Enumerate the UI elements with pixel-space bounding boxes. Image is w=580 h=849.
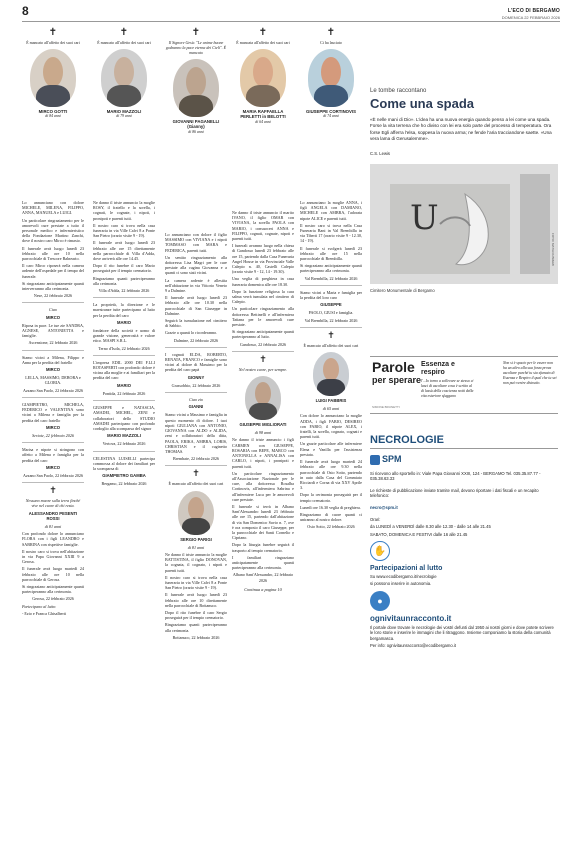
cross-icon: ✝ [48, 27, 58, 38]
paragraph: Il funerale avrà luogo lunedì 23 febbraio alle ore 10 nella parrocchiale di Trescore Balneario. [22, 245, 84, 262]
place-date: Azzano San Paolo, 22 febbraio 2026 [22, 472, 84, 478]
paragraph: Dopo la cerimonia proseguirà per il tempio crematorio. [300, 492, 362, 503]
notice-text: Siamo vicini a Milena, Filippo e Anna per la perdita del fratello [22, 354, 84, 365]
obituary-card-gotti [22, 28, 84, 119]
column-4 [232, 210, 294, 840]
notice-text: Marisa e nipote si stringono con affetto a Milena e famiglia per la perdita del caro [22, 447, 84, 463]
paragraph: Il nostro caro si trova nella casa funeraria in via Ville Calvi 8 a Ponte San Pietro (orario visite 9 - 19). [165, 574, 227, 591]
place-date: Ascensione, 22 febbraio 2026 [28, 340, 78, 346]
necrologie-box [370, 434, 558, 649]
notice-age: di 65 anni [322, 406, 340, 412]
paragraph: Dopo il rito funebre il caro Sergio proseguirà per il tempio crematorio. [165, 609, 227, 621]
cross-icon: ✝ [258, 27, 268, 38]
divider [93, 297, 155, 298]
paragraph: Un particolare ringraziamento per le amorevoli cure prestate a tutto il personale medico e infermieristico della Fondazione Martino Zanchi, dove il nostro caro Mirco è rimasto. [22, 217, 84, 244]
cross-icon: ✝ [192, 469, 200, 480]
place-date: Bergamo, 22 febbraio 2026 [101, 481, 147, 487]
paragraph: Lo annunciano con dolore MICHELE, MILENA, FILIPPO, ANNA, MANUELA e LUIGI. [22, 200, 84, 216]
column-3 [165, 232, 227, 840]
portrait-photo [101, 49, 147, 107]
portrait-photo [245, 376, 281, 420]
feature-title: Come una spada [370, 96, 475, 111]
notice-text: Riposa in pace. Le tue zie SANDRA, AGNESE, ANTONIETTA e famiglie. [22, 322, 84, 339]
paragraph: Il funerale si terrà in Albano Sant'Alessandro lunedì 23 febbraio alle ore 15, partendo dall'abitazione di via San Domenico Savio n. 7, ove è ora composto il caro Giuseppe, per la parrocchiale dei Santi Cornelio e Cipriano. [232, 503, 294, 541]
newspaper-name: L'ECO DI BERGAMO [507, 8, 560, 14]
paragraph: Con profondo dolore lo annunciano FLORA con i figli LEANDRO e SABRINA con rispettive famiglie. [22, 531, 84, 547]
place-date: Azzano San Paolo, 22 febbraio 2026 [22, 387, 84, 393]
notice-text: Siamo vicini a Massimo e famiglia in questo momento di dolore. I tuoi nipoti GIULIANA con ANTONIO, GIOVANNA con ALDO e ALIDA, zeni e collaboratori della ditta, PAOLA, ERIKA, AMBRA, LORIS, CHRISTIAN e il cuginetto THOMAS. [165, 412, 227, 454]
tombstone-photo [370, 164, 558, 284]
paragraph: Il nostro caro si trova nella Casa Funeraria Bani in Val Brembilla in via Tiberti 17 (orario visite 9 - 12.30, 14 - 19). [300, 222, 362, 244]
feature-quote: «È nelle mani di Dio». L'idea ha una nuova energia quando penso a lei come una spada. Forse la vita terrena che ho diviso con lei era solo parte del processo di temperatura. Ora forse Egli afferra l'elsa, soppesa la nuova arma; ne fende l'aria tracciandone saette. «Una vera lama di Gerusalemme». [370, 117, 552, 142]
card-intro: È mancato all'affetto dei suoi cari [97, 40, 151, 45]
svg-text:U: U [410, 197, 439, 238]
deceased-age: di 64 anni [255, 119, 271, 124]
notice-text: CELESTINA LUISELLI partecipa commossa al dolore dei familiari per la scomparsa di [93, 455, 155, 471]
place-date: Brembate, 22 febbraio 2026 [173, 456, 219, 462]
continue-note: Continua a pagina 10 [244, 586, 282, 592]
notice-age: di 81 anni [187, 544, 205, 550]
portal-title[interactable]: ognivitaunracconto.it [370, 613, 452, 623]
card-intro: È mancata all'affetto dei suoi cari [236, 40, 290, 45]
divider [22, 397, 84, 398]
paragraph: Grazie a quanti lo ricorderanno. [165, 330, 218, 336]
paragraph: Il funerale avrà luogo lunedì 23 febbraio alle ore 10 direttamente nella parrocchiale di Bottanuco. [165, 592, 227, 608]
portrait-photo [308, 49, 354, 107]
place-date: Val Brembilla, 22 febbraio 2026 [304, 275, 358, 281]
obituary-card-paganelli [165, 28, 227, 135]
portrait-photo [313, 352, 349, 396]
paragraph: I funerali avranno luogo nella chiesa di Gandosso lunedì 23 febbraio alle ore 15, partendo dalla Casa Funeraria Angel House in via Provinciale Valle Calepio n. 40, Castelli Calepio (orario visite 9 - 12, 14 - 19.30). [232, 243, 294, 275]
notice-intro: Partecipano al lutto: [22, 603, 57, 609]
notice-sign: LELLA, MASSIMO, DEBORA e GLORIA. [25, 375, 81, 386]
divider [300, 285, 362, 286]
divider [232, 351, 294, 352]
column-2 [93, 200, 155, 840]
paragraph: Il caro Mirco riposerà nella camera ardente dell'ospedale per il tempo del funerale. [22, 263, 84, 279]
obituary-card-mazzoli [93, 28, 155, 119]
divider [22, 302, 84, 303]
place-date: Gerosa, 22 febbraio 2026 [32, 596, 74, 602]
cross-icon: ✝ [259, 354, 267, 365]
notice-name: GIUSEPPE MIGLIORATI [239, 422, 287, 428]
divider [93, 451, 155, 452]
paragraph: Il funerale avrà luogo martedì 24 febbraio alle ore 10 nella parrocchiale di Gerosa. [22, 566, 84, 582]
deceased-name: GIUSEPPE CORTINOVIS [306, 109, 356, 114]
notice-text: La proprietà, la direzione e le maestranze tutte partecipano al lutto per la perdita del caro [93, 302, 155, 318]
deceased-name: MARIO MAZZOLI [106, 109, 142, 114]
notice-intro: È mancato all'affetto dei suoi cari [303, 342, 359, 348]
paragraph: Il funerale avrà luogo lunedì 23 febbraio alle ore 15 direttamente nella parrocchiale di Villa d'Adda, dove arriverà alle ore 14.45. [93, 240, 155, 262]
notice-name: ALESSANDRO PESENTI ROSSI [28, 510, 78, 521]
place-date: Albano Sant'Alessandro, 22 febbraio 2026 [232, 572, 294, 583]
paragraph: Si ringraziano anticipatamente quanti interverranno alla cerimonia. [22, 280, 84, 292]
email-instructions: Le richieste di pubblicazione inviate tramite mail, devono riportare i dati fiscali e un recapito telefonico: [370, 487, 539, 499]
paragraph: Dopo il rito funebre il caro Mario proseguirà per il tempio crematorio. [93, 263, 155, 274]
portal-info[interactable]: Per info: ognivitaunracconto@ecodibergamo.it [370, 643, 456, 649]
paragraph: Il nostro caro si trova nella casa funeraria in via Ville Calvi 8 a Ponte San Pietro (orario visite 9 - 19). [93, 222, 155, 239]
paragraph: Un sentito ringraziamento alla dottoressa Lisa Magri per le cure prestate alla cugina Giovanna e a quanti ci sono stati vicini. [165, 254, 227, 276]
notice-intro: Nel nostro cuore, per sempre. [238, 366, 288, 372]
deceased-age: di 79 anni [116, 114, 132, 119]
place-date: Vertova, 22 febbraio 2026 [102, 441, 146, 447]
portal-text: Il portale dove trovare le necrologie dei vostri defunti dal 1950 ai nostri giorni e dove potete scrivere le loro storie e inserire le immagini che li ritraggono. Insieme componiamo la storia della comunità bergamasca. [370, 624, 554, 641]
cross-icon: ✝ [327, 330, 335, 341]
deceased-name: MIRCO GOTTI [38, 109, 68, 114]
parole-text: l'...Io torno a sollevare se stesso ci lasci di ascoltare cosa è scritto al di lassù della coscienza notti della vita esteriore sfuggano [421, 379, 474, 398]
divider [22, 350, 84, 351]
parole-heading-1: Essenza e [421, 361, 455, 368]
notice-intro: Ciao zio [189, 397, 203, 403]
portrait-photo [178, 491, 214, 535]
office-info: Si ricevono allo sportello in: Viale Papa Giovanni XXIII, 124 - BERGAMO Tel. 035.35.87.77 - 035.38.63.33 [370, 470, 541, 482]
parole-heading-2: respiro [421, 369, 445, 376]
deceased-name: GIOVANNI PAGANELLI (Gianny) [172, 119, 220, 130]
paragraph: Ne danno il triste annuncio la moglie ROSY, il fratello e la sorella, i cognati, le cognate, i nipoti, i pronipoti e parenti tutti. [93, 200, 155, 221]
divider [93, 400, 155, 401]
divider [165, 465, 227, 466]
notice-name: GIUSEPPE [320, 302, 342, 308]
paragraph: Ringraziamo quanti parteciperanno alla cerimonia. [93, 275, 155, 286]
notice-name: MIRCO [46, 367, 60, 373]
email-link[interactable]: necro@spm.it [370, 505, 398, 510]
deceased-age: di 74 anni [323, 114, 339, 119]
card-intro: Il Signore Gesù: "Le anime buone godranno la pace eterna dei Cieli". È mancato [165, 40, 227, 55]
deceased-age: di 84 anni [45, 114, 61, 119]
obituary-card-cortinovis [300, 28, 362, 119]
paragraph: Lo annunciano con dolore il figlio MASSIMO con VIVIANA e i nipoti TOMMASO con MARA e FEDERICA, parenti tutti. [165, 232, 227, 253]
lutto-text[interactable]: Su www.ecodibergamo.it/necrologie [370, 574, 437, 580]
notice-name: MIRCO [46, 424, 60, 430]
notice-text: L'impresa EDIL 2000 DEI F.LLI ROTASPERTI con profondo dolore è vicina alla moglie e ai familiari per la perdita del caro [93, 359, 155, 381]
hours-label: Orari: [370, 516, 381, 522]
notice-intro: Nessuno muore sulla terra finché vive nel cuore di chi resta. [25, 498, 81, 509]
place-date: Val Brembilla, 22 febbraio 2026 [304, 317, 358, 323]
paragraph: Si ringraziano anticipatamente quanti parteciperanno alla cerimonia. [22, 583, 84, 595]
place-date: Pontida, 22 febbraio 2026 [102, 390, 146, 396]
place-date: Osio Sotto, 22 febbraio 2026 [307, 524, 355, 530]
section-kicker: Le tombe raccontano [370, 88, 427, 94]
notice-text: GIUSEPPE e NATASCIA, AMADEI, MICHEL, ZENI e collaboratori dello STUDIO AMADEI partecipano con profondo cordoglio alla scomparsa del signor [93, 405, 155, 431]
deceased-name: MARIA RAFFAELLA PERLETTI in BELOTTI [240, 109, 286, 120]
notice-name: SERGIO PARIGI [180, 536, 212, 542]
notice-name: MARIO MAZZOLI [107, 433, 141, 439]
notice-sign: PAOLO, GIUSI e famiglia. [308, 310, 354, 316]
place-date: Bottanuco, 22 febbraio 2026 [172, 634, 220, 640]
paragraph: Ringraziamo di cuore quanti ci uniranno al nostro dolore. [300, 511, 362, 523]
deceased-age: di 86 anni [188, 129, 204, 134]
paragraph: Ne danno il triste annuncio il marito IVANO, il figlio OMAR con VIVIANA, la sorella PAOLA con MARIO, i consuoceri ANNA e FILIPPO, cognati, cognate, nipoti e parenti tutti. [232, 210, 294, 242]
place-date: Nese, 22 febbraio 2026 [33, 293, 73, 299]
cross-icon: ✝ [326, 27, 336, 38]
obituary-card-perletti [232, 28, 294, 125]
tombs-feature [370, 88, 558, 293]
notice-age: di 98 anni [254, 430, 272, 436]
place-date: Seriate, 22 febbraio 2026 [32, 432, 74, 438]
notice-name: LUIGI FABBRIS [315, 398, 347, 404]
paragraph: Si ringraziano anticipatamente quanti parteciperanno al lutto. [232, 329, 294, 340]
notice-name: MIRCO [46, 464, 60, 470]
notice-name: MARIO [117, 382, 131, 388]
paragraph: Il funerale si svolgerà lunedì 23 febbraio alle ore 15 nella parrocchiale di Brembilla. [300, 245, 362, 262]
notice-intro: Ciao [49, 307, 57, 313]
column-5 [300, 200, 362, 840]
lutto-title: Partecipazioni al lutto [370, 565, 443, 573]
notice-text: I cognati ELDA, ROBERTO, RENATA, FRANCO e famiglie sono vicini al dolore di Massimo per la perdita del caro papà [165, 351, 227, 373]
globe-icon: ● [370, 591, 390, 611]
spm-logo-icon [370, 455, 380, 465]
place-date: Terno d'Isola, 22 febbraio 2026 [98, 345, 150, 351]
divider [165, 347, 227, 348]
place-date: Villa d'Adda, 22 febbraio 2026 [98, 288, 150, 294]
divider [300, 327, 362, 328]
divider [22, 442, 84, 443]
cross-icon: ✝ [191, 27, 201, 38]
parole-credit: SIMONE BRUNETTI [372, 405, 400, 409]
paragraph: Un particolare ringraziamento alla dottoressa Bettinelli e all'infermiera Tatiana per le amorevoli cure prestate. [232, 306, 294, 328]
spm-logo [370, 454, 558, 465]
notice-text: fondatore della società e uomo di grande visione, generosità e valore etico. MASPI S.R.L. [93, 328, 155, 344]
paragraph: Lo annunciano la moglie ANNA, i figli ANGELA con DAMIANO, MICHELE con AMBRA, l'adorata nipote ALICE e parenti tutti. [300, 200, 362, 221]
divider [22, 482, 84, 483]
parole-text-2: Non si è spacio per le essere non ha un altro alla sua forza prova ascoltare purché tu sia sfumato di Essenza e Respiro il qual che tu sei non può venire distrutto. [503, 361, 557, 385]
paragraph: Ringraziamo quanti parteciperanno alla cerimonia. [165, 622, 227, 633]
notice-name: GIANNI [188, 404, 204, 410]
paragraph: Dopo la liturgia funebre seguirà il trasporto al tempio crematorio. [232, 542, 294, 553]
paragraph: Lunedì ore 16.30 veglia di preghiera. [300, 504, 361, 510]
place-date: Gandosso, 22 febbraio 2026 [239, 341, 287, 347]
portrait-photo [30, 49, 76, 107]
hours-weekend: SABATO, DOMENICA E FESTIVI dalle 16 alle 21.45 [370, 531, 468, 537]
parole-per-sperare [370, 356, 558, 414]
hours-weekdays: da LUNEDÌ a VENERDÌ dalle 8.30 alle 12.30 - dalle 14 alle 21.45 [370, 524, 491, 530]
necrologie-title: NECROLOGIE [370, 434, 558, 449]
paragraph: Si ringraziano anticipatamente quanti parteciperanno alla cerimonia. [300, 263, 362, 274]
paragraph: Con dolore lo annunciano la moglie ADDA, i figli FABIO, DESIREO con FABIO, il nipote ALEX, i fratelli, la sorella, cognato, cognati e parenti tutti. [300, 413, 362, 440]
photo-caption: Cimitero Monumentale di Bergamo [370, 287, 435, 293]
notice-name: MARIO [117, 319, 131, 325]
page-number: 8 [22, 4, 29, 18]
paragraph: Il funerale avrà luogo martedì 24 febbraio alle ore 9.30 nella parrocchiale di Osio Sotto, partendo in auto dalla Casa del Commiato Ricciardi e Corna di via XXV Aprile 3. [300, 459, 362, 491]
notice-age: di 81 anni [44, 523, 62, 529]
notice-name: MIRCO [46, 314, 60, 320]
parole-title: Parole [372, 359, 415, 375]
lutto-text-2: si possono inserire in autonomia. [370, 580, 432, 586]
portrait-photo [240, 49, 286, 107]
notice-text: - Ezio e Franca Ghisalberti [22, 610, 67, 616]
place-date: Dalmine, 22 febbraio 2026 [173, 337, 219, 343]
handshake-icon: ✋ [370, 541, 390, 561]
tombstone-illustration [370, 164, 558, 284]
notice-name: GIONNY [187, 374, 205, 380]
paragraph: La camera ardente è allestita nell'abitazione in via Vittorio Veneto 9 a Dalmine. [165, 277, 227, 294]
notice-text: GIAMPIETRO, MICHELA, FEDERICO e VALENTINA sono vicini a Milena e famiglia per la perdita del caro fratello [22, 401, 84, 423]
parole-subtitle: per sperare [372, 375, 422, 385]
cross-icon: ✝ [119, 27, 129, 38]
paragraph: Il funerale avrà luogo lunedì 23 febbraio alle ore 10.30 nella parrocchiale di San Giuseppe in Dalmine. [165, 295, 227, 316]
masthead [22, 4, 560, 22]
paragraph: Ne danno il triste annuncio i figli CARMEN con GIUSEPPE, ROSARIA con BEPE, MARCO con ANTONELLA e ANNALISA con CARLO, i nipoti, i pronipoti e parenti tutti. [232, 437, 294, 469]
paragraph: Un grazie particolare alle infermiere Elena e Vanilla per l'assistenza prestata. [300, 441, 362, 457]
notice-name: GIAMPIETRO GAMBA [102, 473, 146, 479]
card-intro: Ci ha lasciato [320, 40, 342, 45]
divider [165, 392, 227, 393]
paragraph: Una veglia di preghiera in casa funeraria domenica alle ore 18.30. [232, 276, 294, 287]
paragraph: Dopo la funzione religiosa la cara salma verrà tumulata nel cimitero di Calepio. [232, 288, 294, 305]
divider [93, 355, 155, 356]
cross-icon: ✝ [49, 486, 57, 497]
spm-logo-text: SPM [382, 454, 402, 464]
paragraph: Seguirà la tumulazione nel cimitero di Sabbio. [165, 318, 227, 329]
notice-text: Siamo vicini a Maria e famiglia per la perdita del loro caro [300, 289, 362, 301]
paragraph: Un particolare ringraziamento all'Associazione Nazionale per le cure, alla dottoressa Rosalba Cortinovis, all'infermiera Sabrina e all'infermiere Luca per le amorevoli cure prestate. [232, 470, 294, 502]
column-1 [22, 200, 84, 840]
paragraph: Ne danno il triste annuncio la moglie BATTISTINA, il figlio DONOVAN, la cognata, il cognato, i nipoti e parenti tutti. [165, 551, 227, 573]
portrait-photo [173, 59, 219, 117]
photo-credit: FOTO: MATILDA BREMI [551, 232, 555, 266]
quote-author: C.S. Lewis [370, 150, 391, 156]
paragraph: Il nostro caro si trova nell'abitazione in via Papa Giovanni XXIII 9 a Gerosa. [22, 548, 84, 565]
paragraph: I familiari ringraziano anticipatamente quanti parteciperanno alla cerimonia. [232, 554, 294, 571]
notice-intro: È mancato all'affetto dei suoi cari [168, 481, 224, 487]
card-intro: È mancato all'affetto dei suoi cari [26, 40, 80, 45]
place-date: Grassobbio, 22 febbraio 2026 [171, 382, 221, 388]
issue-date: DOMENICA 22 FEBBRAIO 2026 [501, 15, 560, 20]
